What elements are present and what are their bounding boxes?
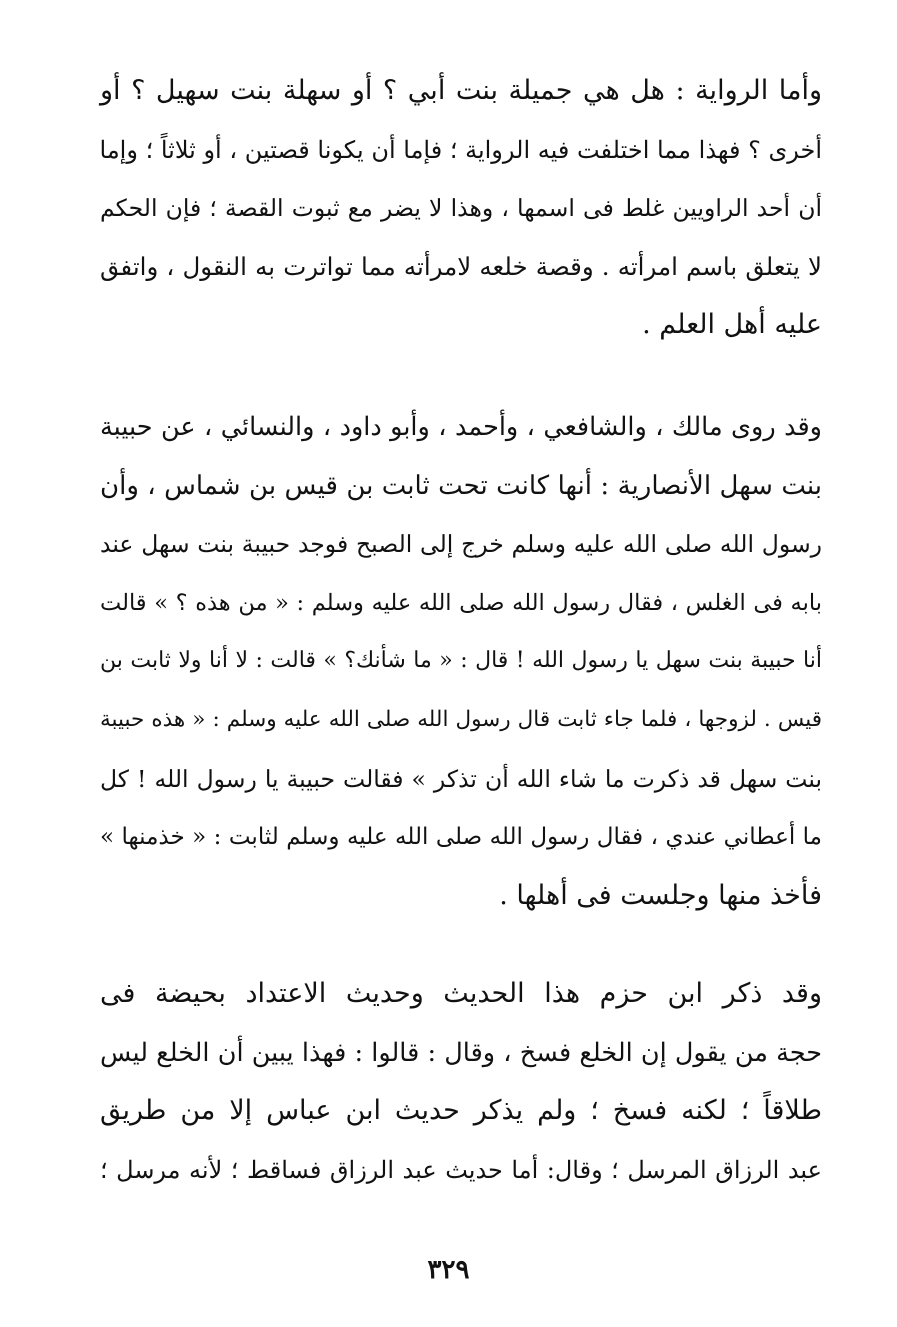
paragraph-ibn-hazm: [100, 965, 822, 1199]
text-line: رسول الله صلى الله عليه وسلم خرج إلى الصبح فوجد حبيبة بنت سهل عند: [100, 530, 822, 559]
text-line: عليه أهل العلم .: [642, 309, 822, 341]
text-line: بنت سهل الأنصارية : أنها كانت تحت ثابت بن قيس بن شماس ، وأن: [100, 470, 822, 501]
text-line: وأما الرواية : هل هي جميلة بنت أبي ؟ أو سهلة بنت سهيل ؟ أو: [100, 75, 822, 106]
text-line: حجة من يقول إن الخلع فسخ ، وقال : قالوا : فهذا يبين أن الخلع ليس: [100, 1037, 822, 1068]
text-line: عبد الرزاق المرسل ؛ وقال: أما حديث عبد الرزاق فساقط ؛ لأنه مرسل ؛: [100, 1155, 822, 1184]
text-line: أخرى ؟ فهذا مما اختلفت فيه الرواية ؛ فإما أن يكونا قصتين ، أو ثلاثاً ؛ وإما: [99, 135, 822, 164]
text-line: بابه فى الغلس ، فقال رسول الله صلى الله عليه وسلم : « من هذه ؟ » قالت: [100, 589, 822, 616]
page-number: ٣٢٩: [427, 1255, 470, 1285]
paragraph-narration: [100, 62, 822, 355]
text-line: بنت سهل قد ذكرت ما شاء الله أن تذكر » فقالت حبيبة يا رسول الله ! كل: [100, 764, 822, 793]
text-line: أن أحد الراويين غلط فى اسمها ، وهذا لا يضر مع ثبوت القصة ؛ فإن الحكم: [100, 194, 822, 223]
text-line: ما أعطاني عندي ، فقال رسول الله صلى الله عليه وسلم لثابت : « خذمنها »: [100, 824, 822, 851]
text-line: فأخذ منها وجلست فى أهلها .: [499, 879, 822, 911]
text-line: قيس . لزوجها ، فلما جاء ثابت قال رسول الله صلى الله عليه وسلم : « هذه حبيبة: [100, 706, 822, 732]
text-line: أنا حبيبة بنت سهل يا رسول الله ! قال : « ما شأنك؟ » قالت : لا أنا ولا ثابت بن: [100, 648, 822, 674]
text-line: وقد ذكر ابن حزم هذا الحديث وحديث الاعتداد بحيضة فى: [100, 978, 822, 1009]
text-line: طلاقاً ؛ لكنه فسخ ؛ ولم يذكر حديث ابن عباس إلا من طريق: [100, 1095, 822, 1127]
text-line: وقد روى مالك ، والشافعي ، وأحمد ، وأبو داود ، والنسائي ، عن حبيبة: [100, 412, 822, 442]
text-line: لا يتعلق باسم امرأته . وقصة خلعه لامرأته مما تواترت به النقول ، واتفق: [100, 251, 822, 281]
paragraph-hadith: [100, 398, 822, 925]
